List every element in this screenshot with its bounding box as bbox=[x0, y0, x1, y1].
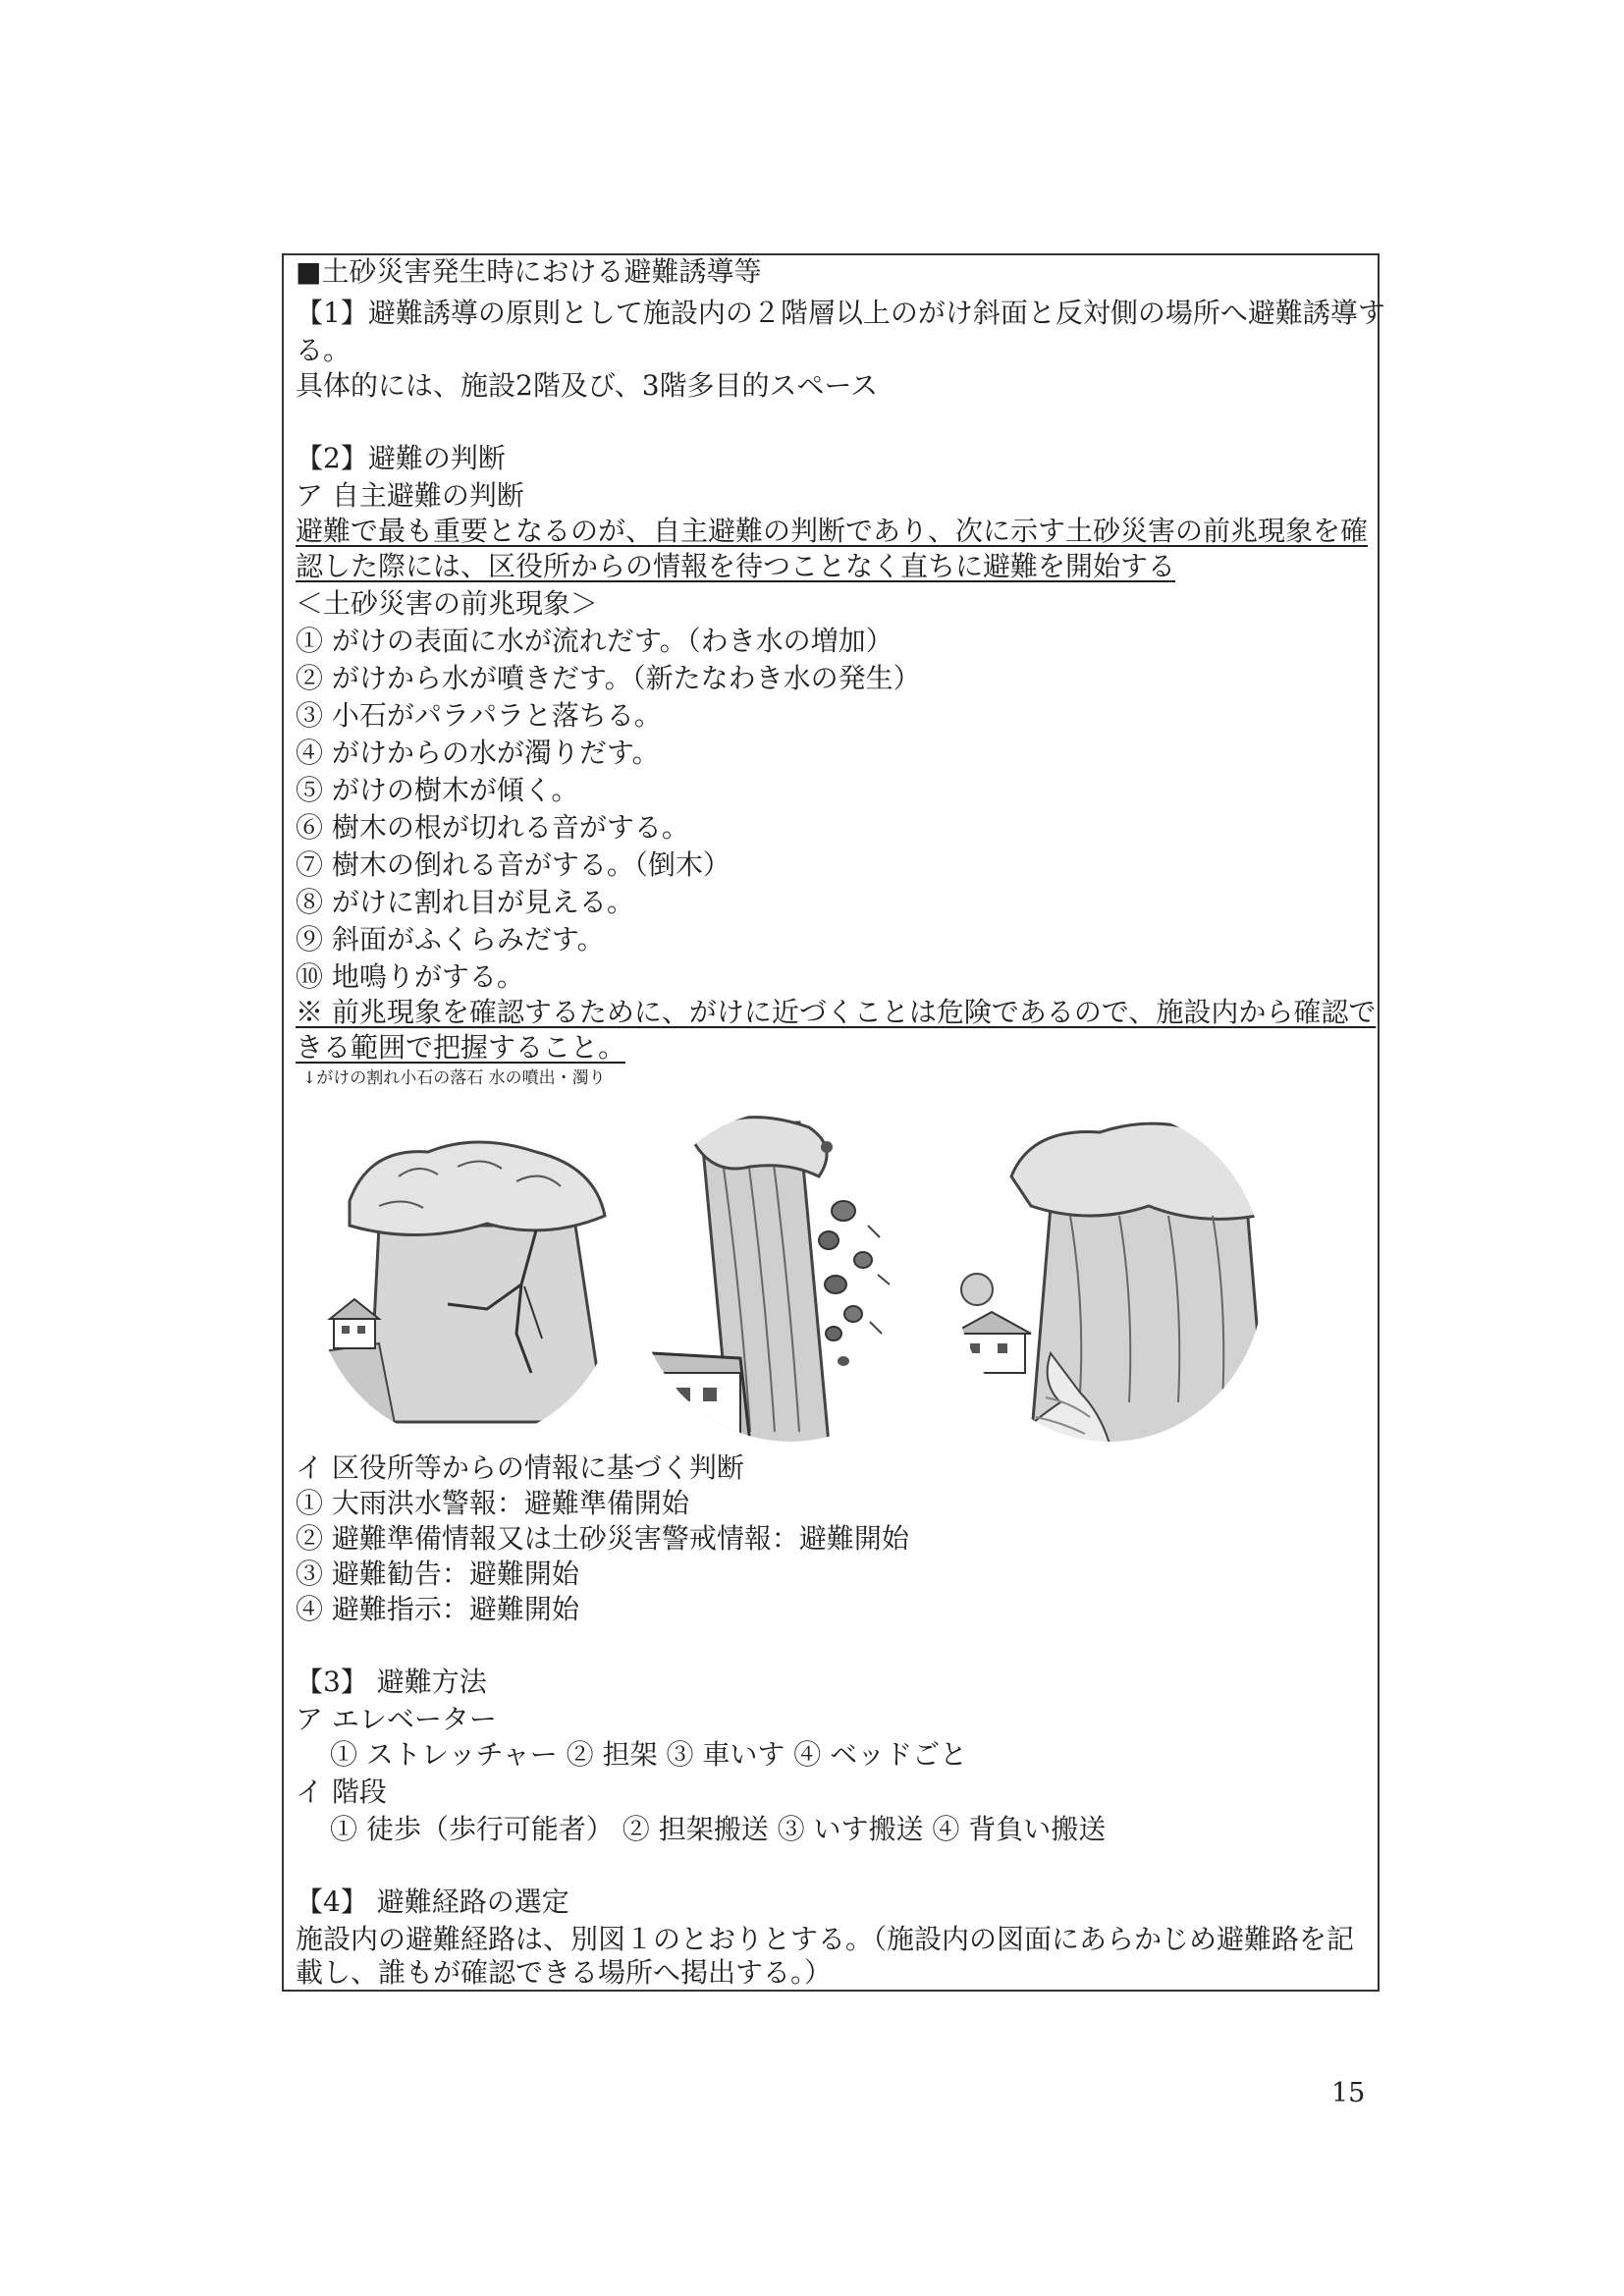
s3-heading: 【3】 避難方法 bbox=[296, 1666, 487, 1698]
s1-line2: る。 bbox=[296, 334, 352, 366]
s4-line2: 載し、誰もが確認できる場所へ掲出する。） bbox=[296, 1956, 833, 1989]
s2-sub-a: ア 自主避難の判断 bbox=[296, 479, 524, 512]
s2-heading: 【2】避難の判断 bbox=[296, 442, 506, 474]
s4-heading: 【4】 避難経路の選定 bbox=[296, 1886, 569, 1918]
precursor-item: ⑦ 樹木の倒れる音がする。（倒木） bbox=[296, 848, 731, 881]
s1-line1: 【1】避難誘導の原則として施設内の２階層以上のがけ斜面と反対側の場所へ避難誘導す bbox=[296, 297, 1385, 329]
illustration-caption: ↓がけの割れ小石の落石 水の噴出・濁り bbox=[302, 1068, 606, 1088]
precursor-item: ⑨ 斜面がふくらみだす。 bbox=[296, 923, 605, 956]
section-title: ■土砂災害発生時における避難誘導等 bbox=[296, 255, 762, 288]
s4-line1: 施設内の避難経路は、別図１のとおりとする。（施設内の図面にあらかじめ避難路を記 bbox=[296, 1923, 1355, 1955]
caution-note-line1: ※ 前兆現象を確認するために、がけに近づくことは危険であるので、施設内から確認で bbox=[296, 996, 1377, 1028]
info-item: ③ 避難勧告：避難開始 bbox=[296, 1558, 579, 1590]
info-item: ① 大雨洪水警報：避難準備開始 bbox=[296, 1487, 689, 1519]
s3-sub-i: イ 階段 bbox=[296, 1776, 387, 1808]
precursor-item: ② がけから水が噴きだす。（新たなわき水の発生） bbox=[296, 662, 921, 694]
elevator-items: ① ストレッチャー ② 担架 ③ 車いす ④ ベッドごと bbox=[330, 1738, 968, 1771]
precursor-item: ⑤ がけの樹木が傾く。 bbox=[296, 774, 579, 806]
s2-emphasis-line2: 認した際には、区役所からの情報を待つことなく直ちに避難を開始する bbox=[296, 550, 1176, 582]
precursor-item: ① がけの表面に水が流れだす。（わき水の増加） bbox=[296, 625, 893, 657]
info-item: ② 避難準備情報又は土砂災害警戒情報：避難開始 bbox=[296, 1522, 909, 1555]
info-item: ④ 避難指示：避難開始 bbox=[296, 1593, 579, 1625]
cliff-crack-illustration bbox=[310, 1108, 623, 1444]
s2-emphasis-line1: 避難で最も重要となるのが、自主避難の判断であり、次に示す土砂災害の前兆現象を確 bbox=[296, 515, 1369, 547]
precursor-item: ⑥ 樹木の根が切れる音がする。 bbox=[296, 811, 689, 844]
s1-line3: 具体的には、施設2階及び、3階多目的スペース bbox=[296, 369, 879, 402]
page-number: 15 bbox=[1331, 2078, 1366, 2108]
precursor-item: ④ がけからの水が濁りだす。 bbox=[296, 737, 660, 769]
s3-sub-a: ア エレベーター bbox=[296, 1703, 497, 1735]
water-gushing-illustration bbox=[952, 1108, 1267, 1444]
precursor-item: ③ 小石がパラパラと落ちる。 bbox=[296, 699, 662, 732]
stairs-items: ① 徒歩（歩行可能者） ② 担架搬送 ③ いす搬送 ④ 背負い搬送 bbox=[330, 1813, 1107, 1845]
caution-note-line2: きる範囲で把握すること。 bbox=[296, 1031, 626, 1064]
precursor-title: ＜土砂災害の前兆現象＞ bbox=[296, 587, 599, 620]
precursor-item: ⑧ がけに割れ目が見える。 bbox=[296, 886, 634, 918]
s2-sub-i: イ 区役所等からの情報に基づく判断 bbox=[296, 1451, 744, 1484]
rockfall-illustration bbox=[632, 1108, 948, 1444]
precursor-item: ⑩ 地鳴りがする。 bbox=[296, 960, 524, 993]
